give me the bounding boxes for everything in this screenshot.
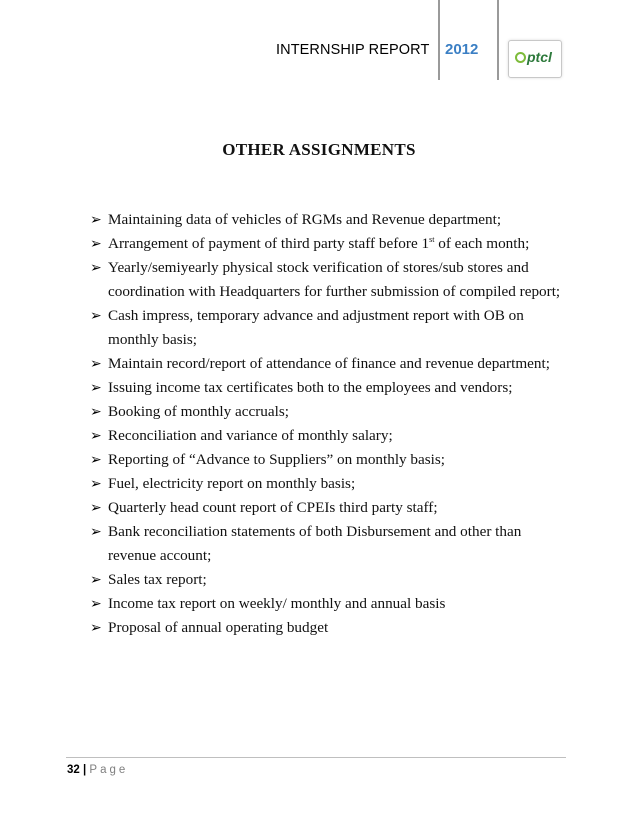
section-heading [0,140,638,160]
list-item-text: Fuel, electricity report on monthly basis; [108,475,356,492]
footer-divider [66,757,566,758]
list-item-text: Booking of monthly accruals; [108,403,289,420]
arrow-bullet-icon: ➢ [90,308,102,324]
list-item-text: Cash impress, temporary advance and adjustment report with OB on monthly basis; [108,307,524,348]
arrow-bullet-icon: ➢ [90,212,102,228]
list-item-text: Quarterly head count report of CPEIs third party staff; [108,499,438,516]
arrow-bullet-icon: ➢ [90,620,102,636]
ptcl-logo [508,40,562,78]
list-item-text: Yearly/semiyearly physical stock verification of stores/sub stores and coordination with Headquarters for further submission of compiled report; [108,259,561,300]
list-item-text: Proposal of annual operating budget [108,619,329,636]
list-item [90,472,566,496]
arrow-bullet-icon: ➢ [90,500,102,516]
report-year: 2012 [445,41,479,58]
list-item-text: Bank reconciliation statements of both Disbursement and other than revenue account; [108,523,522,564]
arrow-bullet-icon: ➢ [90,236,102,252]
list-item [90,376,566,400]
list-item [90,400,566,424]
list-item-text: Maintain record/report of attendance of finance and revenue department; [108,355,550,372]
list-item [90,424,566,448]
assignments-list [90,208,566,640]
list-item [90,232,566,256]
page-header [0,0,638,84]
arrow-bullet-icon: ➢ [90,404,102,420]
list-item-text: Income tax report on weekly/ monthly and annual basis [108,595,446,612]
logo-swirl-icon [515,52,526,63]
arrow-bullet-icon: ➢ [90,428,102,444]
logo-text: ptcl [527,49,552,65]
list-item-text: of each month; [434,235,530,252]
arrow-bullet-icon: ➢ [90,380,102,396]
ordinal-superscript: st [429,234,435,244]
list-item [90,256,566,304]
arrow-bullet-icon: ➢ [90,356,102,372]
list-item-text: Sales tax report; [108,571,207,588]
list-item [90,352,566,376]
arrow-bullet-icon: ➢ [90,596,102,612]
list-item-text: Issuing income tax certificates both to the employees and vendors; [108,379,513,396]
arrow-bullet-icon: ➢ [90,476,102,492]
list-item-text: Maintaining data of vehicles of RGMs and Revenue department; [108,211,502,228]
footer-separator: | [79,764,90,776]
section-heading-text: OTHER ASSIGNMENTS [222,140,416,159]
list-item-text: Reporting of “Advance to Suppliers” on monthly basis; [108,451,446,468]
arrow-bullet-icon: ➢ [90,572,102,588]
list-item [90,304,566,352]
header-divider [438,0,440,80]
list-item-text: Arrangement of payment of third party staff before 1 [108,235,430,252]
page-footer [67,764,128,776]
page-label: Page [89,764,129,776]
list-item [90,496,566,520]
report-title: INTERNSHIP REPORT [276,42,430,58]
arrow-bullet-icon: ➢ [90,452,102,468]
list-item-text: Reconciliation and variance of monthly salary; [108,427,393,444]
list-item [90,568,566,592]
list-item [90,616,566,640]
header-divider [497,0,499,80]
list-item [90,448,566,472]
page-number: 32 [67,764,80,776]
arrow-bullet-icon: ➢ [90,524,102,540]
list-item [90,592,566,616]
list-item [90,520,566,568]
arrow-bullet-icon: ➢ [90,260,102,276]
list-item [90,208,566,232]
